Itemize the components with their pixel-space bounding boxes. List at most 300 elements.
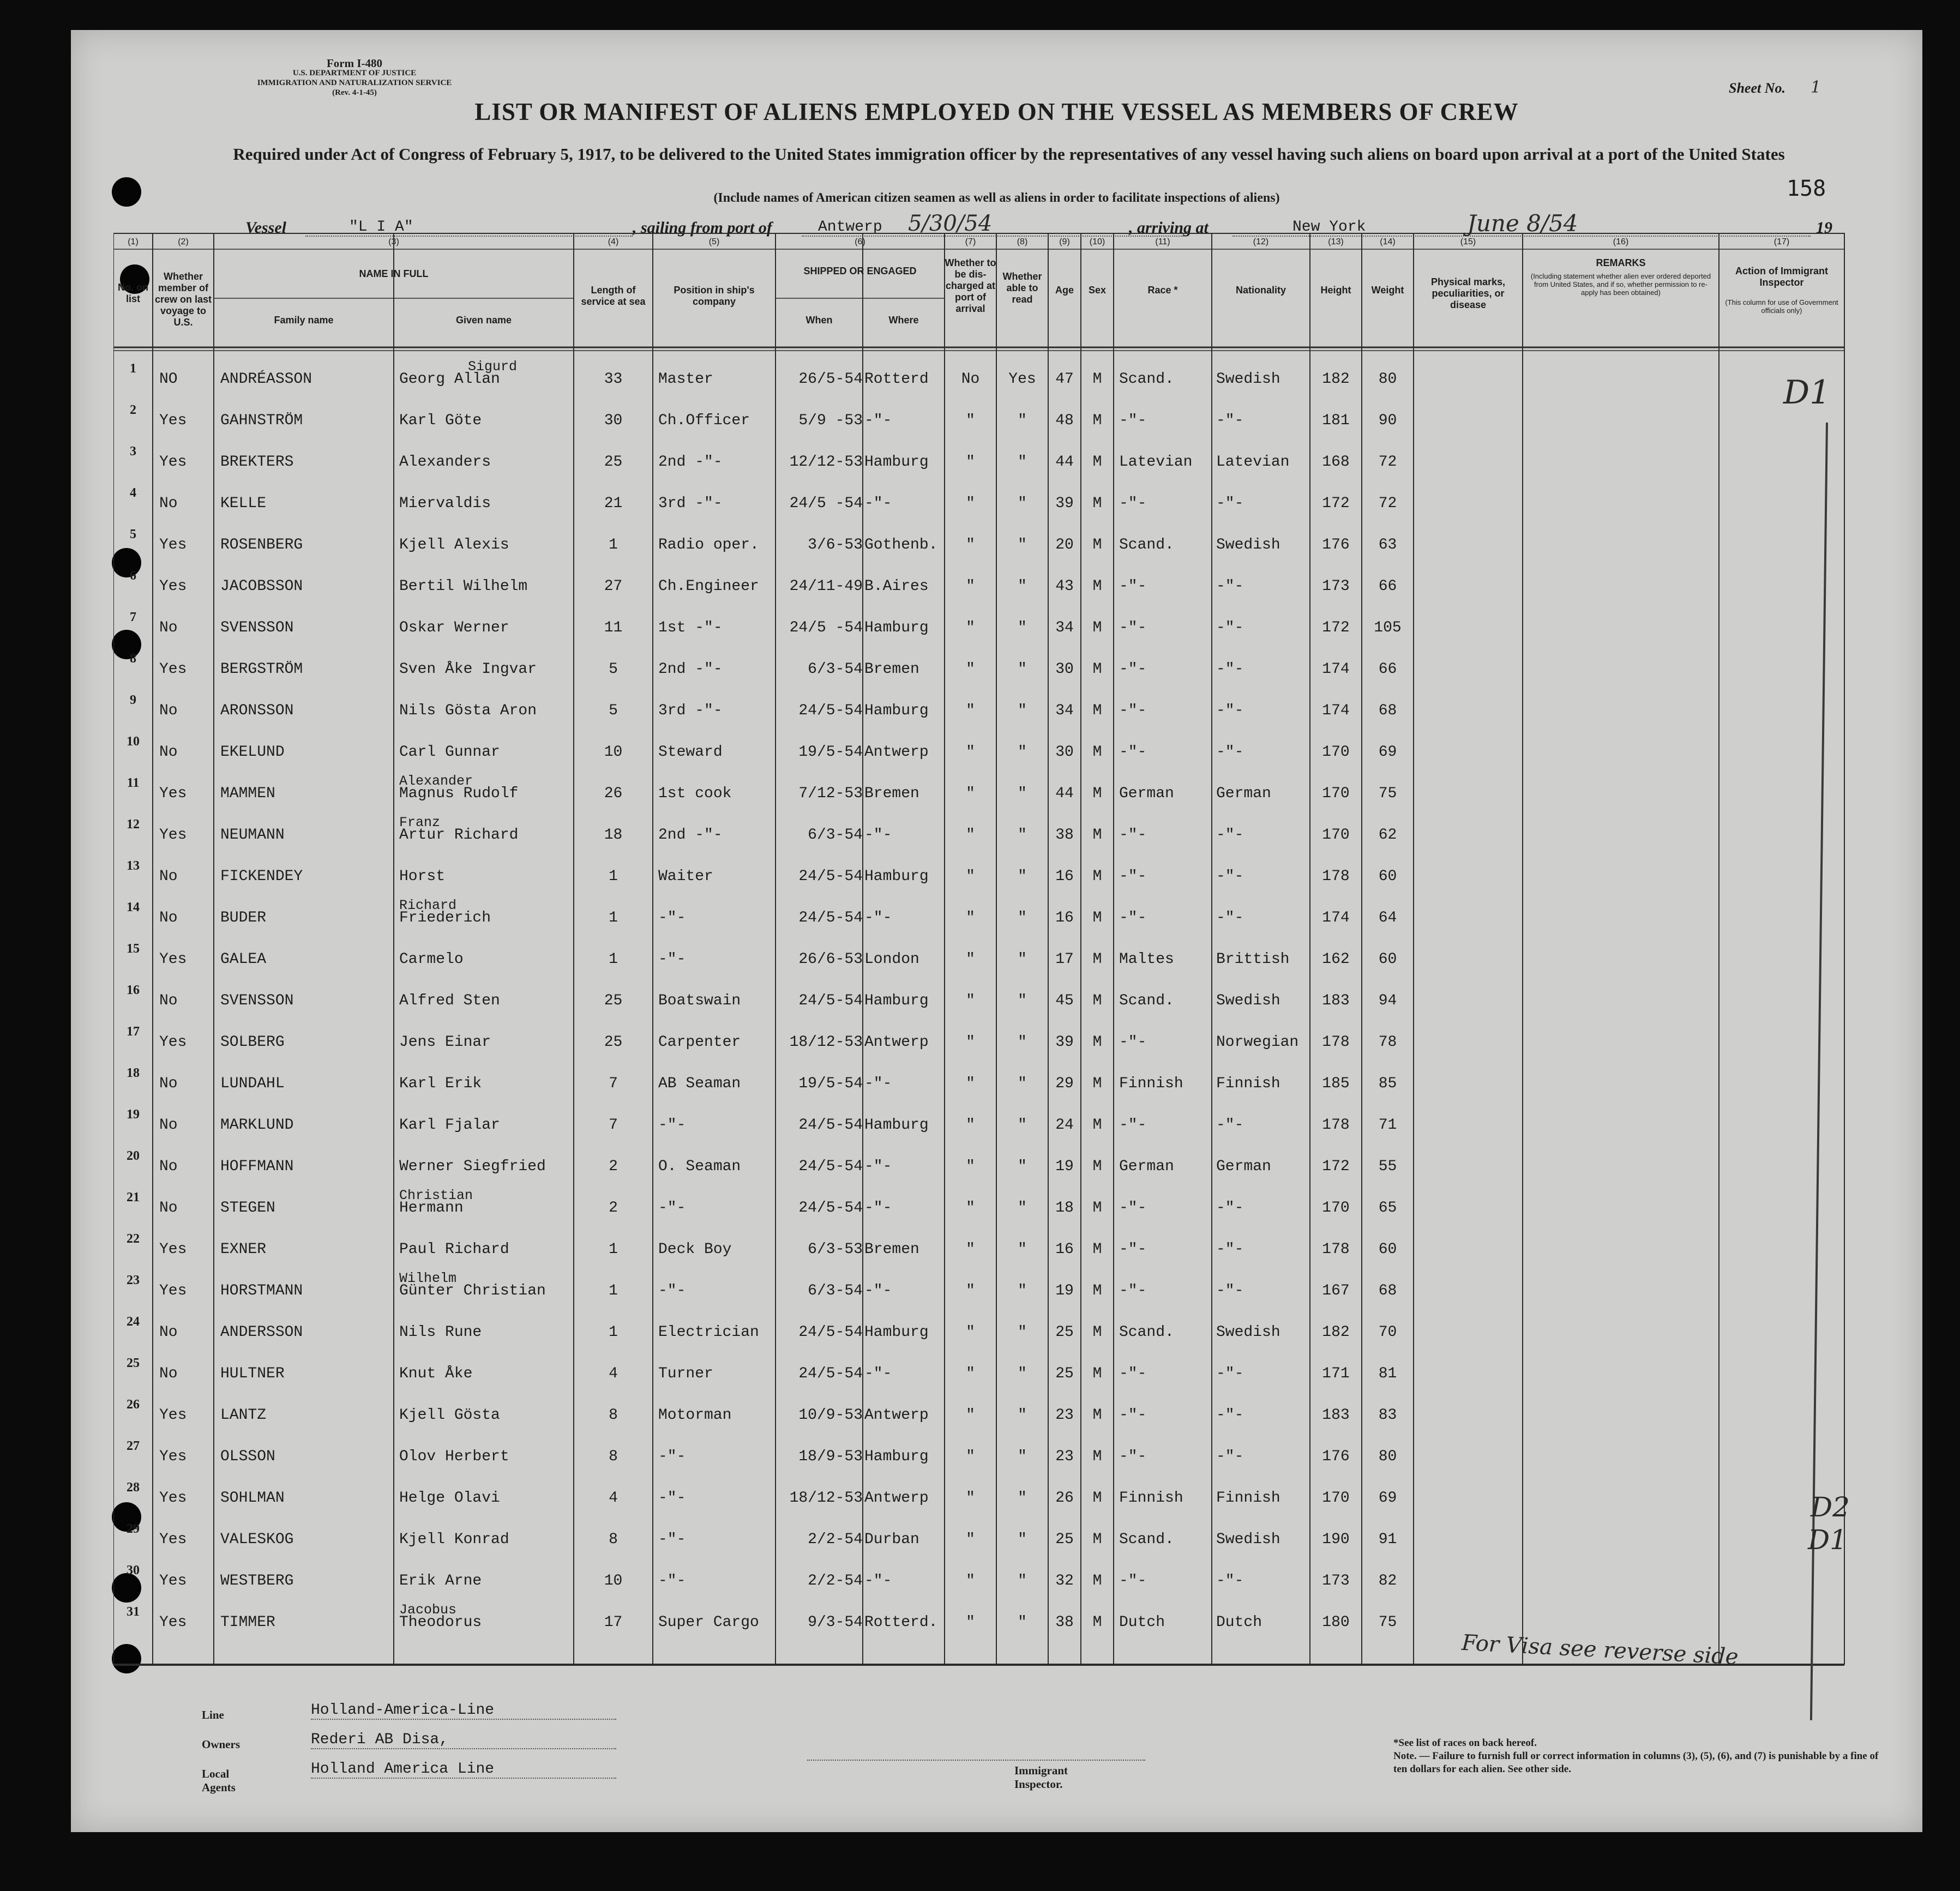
cell-height: 183 <box>1322 1407 1350 1424</box>
cell-given-name: Helge Olavi <box>399 1490 500 1507</box>
column-number: (16) <box>1613 237 1629 246</box>
sheet-number: 1 <box>1811 78 1821 97</box>
row-number: 6 <box>130 569 136 583</box>
table-row <box>113 1480 1844 1524</box>
cell-nationality: -"- <box>1216 1200 1244 1216</box>
cell-discharged: " <box>966 1407 975 1424</box>
cell-height: 168 <box>1322 454 1350 471</box>
cell-when: 24/5-54 <box>798 1365 863 1382</box>
year-label: 19 <box>1816 219 1832 237</box>
cell-weight: 94 <box>1378 992 1397 1009</box>
cell-where: -"- <box>864 1282 892 1299</box>
cell-last-voyage: No <box>159 1117 178 1134</box>
row-number: 29 <box>127 1522 140 1536</box>
cell-weight: 60 <box>1378 868 1397 885</box>
cell-where: Bremen <box>864 661 919 678</box>
cell-height: 178 <box>1322 868 1350 885</box>
cell-weight: 80 <box>1378 371 1397 388</box>
cell-position: Carpenter <box>658 1034 741 1051</box>
row-number: 25 <box>127 1356 140 1370</box>
cell-position: 3rd -"- <box>658 702 723 719</box>
row-number: 22 <box>127 1232 140 1246</box>
cell-able-read: " <box>1018 1241 1027 1258</box>
cell-family-name: LUNDAHL <box>220 1075 285 1092</box>
cell-where: -"- <box>864 1573 892 1589</box>
table-row <box>113 1188 1844 1234</box>
cell-last-voyage: Yes <box>159 1034 187 1051</box>
cell-able-read: " <box>1018 702 1027 719</box>
row-number: 20 <box>127 1149 140 1163</box>
cell-given-name: Theodorus <box>399 1614 482 1631</box>
cell-able-read: " <box>1018 1117 1027 1134</box>
cell-height: 182 <box>1322 1324 1350 1341</box>
cell-weight: 69 <box>1378 744 1397 761</box>
cell-position: -"- <box>658 1448 686 1465</box>
table-row <box>113 488 1844 529</box>
cell-service: 25 <box>604 992 623 1009</box>
cell-nationality: Swedish <box>1216 1531 1280 1548</box>
cell-height: 178 <box>1322 1117 1350 1134</box>
cell-sex: M <box>1092 951 1102 968</box>
cell-family-name: ANDRÉASSON <box>220 371 312 388</box>
cell-position: -"- <box>658 910 686 926</box>
cell-nationality: -"- <box>1216 868 1244 885</box>
cell-given-name: Carmelo <box>399 951 464 968</box>
cell-position: -"- <box>658 951 686 968</box>
cell-where: Hamburg <box>864 1117 929 1134</box>
cell-family-name: JACOBSSON <box>220 578 303 595</box>
cell-able-read: " <box>1018 1075 1027 1092</box>
cell-age: 44 <box>1055 785 1074 802</box>
cell-service: 2 <box>609 1200 618 1216</box>
cell-nationality: -"- <box>1216 1365 1244 1382</box>
cell-discharged: " <box>966 1200 975 1216</box>
cell-race: -"- <box>1119 1117 1147 1134</box>
cell-last-voyage: No <box>159 619 178 636</box>
cell-weight: 81 <box>1378 1365 1397 1382</box>
cell-age: 30 <box>1055 744 1074 761</box>
cell-where: -"- <box>864 827 892 844</box>
cell-where: Hamburg <box>864 992 929 1009</box>
cell-sex: M <box>1092 702 1102 719</box>
cell-age: 39 <box>1055 1034 1074 1051</box>
cell-service: 1 <box>609 868 618 885</box>
cell-height: 176 <box>1322 537 1350 553</box>
cell-family-name: KELLE <box>220 495 267 512</box>
cell-given-name: Alfred Sten <box>399 992 500 1009</box>
cell-height: 167 <box>1322 1282 1350 1299</box>
column-number: (2) <box>178 237 189 246</box>
cell-able-read: " <box>1018 1282 1027 1299</box>
cell-where: Hamburg <box>864 1324 929 1341</box>
cell-height: 182 <box>1322 371 1350 388</box>
vessel-name: "L I A" <box>305 219 633 237</box>
row-number: 3 <box>130 444 136 459</box>
cell-last-voyage: Yes <box>159 1241 187 1258</box>
header-name-in-full: NAME IN FULL <box>359 268 429 279</box>
cell-nationality: Norwegian <box>1216 1034 1299 1051</box>
form-dept: U.S. DEPARTMENT OF JUSTICE <box>292 69 417 77</box>
cell-sex: M <box>1092 1282 1102 1299</box>
cell-weight: 62 <box>1378 827 1397 844</box>
cell-when: 24/5-54 <box>798 702 863 719</box>
header-sex: Sex <box>1088 285 1107 296</box>
row-number: 11 <box>127 776 140 790</box>
cell-age: 30 <box>1055 661 1074 678</box>
table-row <box>113 359 1844 405</box>
cell-family-name: BREKTERS <box>220 454 294 471</box>
cell-weight: 75 <box>1378 785 1397 802</box>
table-row <box>113 571 1844 612</box>
cell-discharged: " <box>966 1117 975 1134</box>
row-number: 9 <box>130 693 136 707</box>
cell-family-name: OLSSON <box>220 1448 275 1465</box>
cell-service: 1 <box>609 1324 618 1341</box>
cell-able-read: " <box>1018 661 1027 678</box>
header-nationality: Nationality <box>1235 285 1286 296</box>
header-action-note: (This column for use of Government officials only) <box>1725 298 1838 315</box>
cell-height: 174 <box>1322 661 1350 678</box>
cell-where: London <box>864 951 919 968</box>
cell-race: Scand. <box>1119 537 1174 553</box>
cell-last-voyage: NO <box>159 371 178 388</box>
table-row <box>113 1270 1844 1317</box>
cell-race: -"- <box>1119 1034 1147 1051</box>
cell-discharged: " <box>966 702 975 719</box>
cell-race: -"- <box>1119 1282 1147 1299</box>
owners-label: Owners <box>202 1738 240 1751</box>
cell-race: -"- <box>1119 1200 1147 1216</box>
cell-sex: M <box>1092 1158 1102 1175</box>
row-number: 21 <box>127 1190 140 1205</box>
table-row <box>113 695 1844 737</box>
cell-sex: M <box>1092 1117 1102 1134</box>
cell-family-name: BERGSTRÖM <box>220 661 303 678</box>
cell-given-name: Kjell Alexis <box>399 537 509 553</box>
cell-nationality: Swedish <box>1216 1324 1280 1341</box>
table-row <box>113 985 1844 1027</box>
cell-last-voyage: No <box>159 1200 178 1216</box>
cell-discharged: " <box>966 1075 975 1092</box>
cell-service: 10 <box>604 744 623 761</box>
cell-position: 2nd -"- <box>658 661 723 678</box>
header-no-on-list: No. on list <box>118 282 148 304</box>
cell-age: 34 <box>1055 619 1074 636</box>
cell-when: 26/6-53 <box>798 951 863 968</box>
header-discharged: Whether to be dis-charged at port of arrival <box>945 257 996 314</box>
cell-height: 185 <box>1322 1075 1350 1092</box>
cell-discharged: " <box>966 868 975 885</box>
cell-sex: M <box>1092 785 1102 802</box>
column-number: (13) <box>1328 237 1344 246</box>
cell-nationality: -"- <box>1216 1407 1244 1424</box>
cell-age: 25 <box>1055 1365 1074 1382</box>
cell-sex: M <box>1092 868 1102 885</box>
cell-when: 18/12-53 <box>789 1490 863 1507</box>
cell-nationality: -"- <box>1216 619 1244 636</box>
cell-height: 181 <box>1322 412 1350 429</box>
column-number: (5) <box>708 237 720 246</box>
cell-family-name: EXNER <box>220 1241 267 1258</box>
crew-table <box>113 233 1902 1678</box>
cell-weight: 60 <box>1378 1241 1397 1258</box>
cell-discharged: " <box>966 951 975 968</box>
table-row <box>113 612 1844 654</box>
cell-position: 3rd -"- <box>658 495 723 512</box>
cell-weight: 71 <box>1378 1117 1397 1134</box>
cell-given-name-first: Wilhelm <box>399 1270 457 1286</box>
form-number: Form I-480 <box>326 57 383 70</box>
table-row <box>113 815 1844 861</box>
cell-height: 170 <box>1322 744 1350 761</box>
cell-weight: 85 <box>1378 1075 1397 1092</box>
cell-race: -"- <box>1119 412 1147 429</box>
cell-sex: M <box>1092 1490 1102 1507</box>
cell-when: 2/2-54 <box>808 1573 863 1589</box>
cell-sex: M <box>1092 495 1102 512</box>
include-note: (Include names of American citizen seamen as well as aliens in order to facilitate inspections of aliens) <box>713 191 1280 205</box>
cell-when: 10/9-53 <box>798 1407 863 1424</box>
cell-family-name: ARONSSON <box>220 702 294 719</box>
cell-race: Scand. <box>1119 1531 1174 1548</box>
cell-when: 5/9 -53 <box>798 412 863 429</box>
cell-discharged: " <box>966 1365 975 1382</box>
cell-height: 174 <box>1322 702 1350 719</box>
cell-family-name: WESTBERG <box>220 1573 294 1589</box>
cell-height: 176 <box>1322 1448 1350 1465</box>
column-number: (3) <box>388 237 399 246</box>
cell-age: 17 <box>1055 951 1074 968</box>
cell-sex: M <box>1092 1448 1102 1465</box>
cell-position: Super Cargo <box>658 1614 759 1631</box>
inspector-label: Immigrant Inspector. <box>1014 1764 1068 1791</box>
cell-height: 172 <box>1322 1158 1350 1175</box>
cell-last-voyage: Yes <box>159 412 187 429</box>
cell-discharged: " <box>966 1324 975 1341</box>
row-number: 7 <box>130 610 136 624</box>
table-row <box>113 529 1844 571</box>
cell-weight: 72 <box>1378 495 1397 512</box>
cell-discharged: " <box>966 412 975 429</box>
cell-family-name: NEUMANN <box>220 827 285 844</box>
cell-position: -"- <box>658 1490 686 1507</box>
cell-family-name: STEGEN <box>220 1200 275 1216</box>
cell-where: Hamburg <box>864 702 929 719</box>
cell-race: Scand. <box>1119 992 1174 1009</box>
row-number: 17 <box>127 1025 140 1039</box>
cell-given-name: Nils Gösta Aron <box>399 702 537 719</box>
cell-race: -"- <box>1119 868 1147 885</box>
column-number: (15) <box>1460 237 1476 246</box>
cell-service: 4 <box>609 1365 618 1382</box>
cell-discharged: " <box>966 661 975 678</box>
cell-service: 8 <box>609 1448 618 1465</box>
cell-when: 6/3-53 <box>808 1241 863 1258</box>
cell-given-name: Horst <box>399 868 446 885</box>
table-row <box>113 1234 1844 1275</box>
row-number: 13 <box>127 859 140 873</box>
column-number: (1) <box>128 237 139 246</box>
cell-family-name: MAMMEN <box>220 785 275 802</box>
row-number: 19 <box>127 1107 140 1122</box>
cell-age: 19 <box>1055 1282 1074 1299</box>
cell-sex: M <box>1092 1573 1102 1589</box>
cell-where: Durban <box>864 1531 919 1548</box>
date-to: June 8/54 <box>1467 210 1578 237</box>
cell-given-name: Karl Fjalar <box>399 1117 500 1134</box>
cell-last-voyage: Yes <box>159 537 187 553</box>
cell-when: 24/5-54 <box>798 1117 863 1134</box>
cell-weight: 90 <box>1378 412 1397 429</box>
table-row <box>113 734 1844 778</box>
cell-position: Ch.Officer <box>658 412 750 429</box>
cell-able-read: " <box>1018 868 1027 885</box>
cell-when: 6/3-54 <box>808 1282 863 1299</box>
cell-race: Finnish <box>1119 1075 1183 1092</box>
cell-position: 2nd -"- <box>658 454 723 471</box>
cell-given-name-first: Jacobus <box>399 1602 457 1618</box>
cell-when: 24/5-54 <box>798 1158 863 1175</box>
cell-when: 24/5-54 <box>798 1324 863 1341</box>
cell-discharged: " <box>966 454 975 471</box>
cell-race: German <box>1119 1158 1174 1175</box>
note-label: Note. <box>1393 1750 1417 1762</box>
table-row <box>113 1400 1844 1441</box>
header-position: Position in ship's company <box>674 285 755 307</box>
column-number: (4) <box>608 237 619 246</box>
cell-family-name: TIMMER <box>220 1614 275 1631</box>
cell-when: 24/5-54 <box>798 868 863 885</box>
cell-nationality: Dutch <box>1216 1614 1262 1631</box>
cell-position: Radio oper. <box>658 537 759 553</box>
cell-when: 6/3-54 <box>808 827 863 844</box>
cell-where: -"- <box>864 1075 892 1092</box>
cell-position: 2nd -"- <box>658 827 723 844</box>
cell-position: Electrician <box>658 1324 759 1341</box>
row-number: 1 <box>130 362 136 376</box>
header-length-service: Length of service at sea <box>581 285 646 307</box>
cell-discharged: " <box>966 1241 975 1258</box>
table-row <box>113 405 1844 447</box>
header-age: Age <box>1055 285 1074 296</box>
cell-given-name: Alexanders <box>399 454 491 471</box>
cell-discharged: " <box>966 744 975 761</box>
row-number: 10 <box>127 734 140 749</box>
cell-given-name: Nils Rune <box>399 1324 482 1341</box>
row-number: 15 <box>127 942 140 956</box>
row-number: 16 <box>127 983 140 997</box>
cell-sex: M <box>1092 827 1102 844</box>
cell-last-voyage: Yes <box>159 1614 187 1631</box>
cell-height: 183 <box>1322 992 1350 1009</box>
cell-service: 25 <box>604 454 623 471</box>
cell-age: 32 <box>1055 1573 1074 1589</box>
port-from: Antwerp <box>802 219 1183 237</box>
cell-service: 30 <box>604 412 623 429</box>
cell-sex: M <box>1092 1365 1102 1382</box>
cell-race: Dutch <box>1119 1614 1165 1631</box>
cell-nationality: -"- <box>1216 744 1244 761</box>
cell-given-name: Magnus Rudolf <box>399 785 519 802</box>
cell-service: 1 <box>609 951 618 968</box>
cell-weight: 82 <box>1378 1573 1397 1589</box>
row-number: 27 <box>127 1439 140 1453</box>
cell-position: Turner <box>658 1365 713 1382</box>
cell-able-read: " <box>1018 1407 1027 1424</box>
header-when: When <box>805 315 833 326</box>
cell-position: -"- <box>658 1531 686 1548</box>
stamp-number: 158 <box>1787 176 1826 201</box>
cell-when: 6/3-54 <box>808 661 863 678</box>
inspector-mark-d1-bottom: D1 <box>1808 1524 1847 1556</box>
cell-where: Gothenb. <box>864 537 938 553</box>
cell-discharged: " <box>966 827 975 844</box>
cell-age: 38 <box>1055 1614 1074 1631</box>
cell-weight: 70 <box>1378 1324 1397 1341</box>
cell-family-name: GALEA <box>220 951 267 968</box>
cell-able-read: " <box>1018 910 1027 926</box>
cell-position: -"- <box>658 1200 686 1216</box>
cell-family-name: HULTNER <box>220 1365 285 1382</box>
cell-where: Rotterd. <box>864 1614 938 1631</box>
cell-age: 25 <box>1055 1324 1074 1341</box>
header-physical-marks: Physical marks, peculiarities, or disease <box>1430 276 1506 310</box>
cell-nationality: -"- <box>1216 1241 1244 1258</box>
cell-able-read: " <box>1018 1614 1027 1631</box>
cell-service: 1 <box>609 1282 618 1299</box>
cell-age: 16 <box>1055 910 1074 926</box>
cell-where: -"- <box>864 412 892 429</box>
table-row <box>113 861 1844 902</box>
cell-height: 162 <box>1322 951 1350 968</box>
column-number: (6) <box>855 237 865 246</box>
cell-height: 170 <box>1322 1200 1350 1216</box>
cell-service: 17 <box>604 1614 623 1631</box>
cell-able-read: " <box>1018 454 1027 471</box>
cell-height: 170 <box>1322 1490 1350 1507</box>
date-from: 5/30/54 <box>908 211 993 236</box>
cell-position: Steward <box>658 744 723 761</box>
cell-position: Motorman <box>658 1407 732 1424</box>
cell-given-name: Karl Göte <box>399 412 482 429</box>
cell-where: Antwerp <box>864 1034 929 1051</box>
table-row <box>113 1565 1844 1607</box>
row-number: 12 <box>127 817 140 832</box>
cell-height: 171 <box>1322 1365 1350 1382</box>
line-label: Line <box>202 1708 224 1721</box>
cell-where: Bremen <box>864 785 919 802</box>
header-weight: Weight <box>1371 285 1404 296</box>
cell-race: -"- <box>1119 1241 1147 1258</box>
cell-able-read: " <box>1018 951 1027 968</box>
column-number: (8) <box>1017 237 1028 246</box>
cell-when: 7/12-53 <box>798 785 863 802</box>
row-number: 18 <box>127 1066 140 1080</box>
cell-weight: 78 <box>1378 1034 1397 1051</box>
cell-last-voyage: Yes <box>159 1531 187 1548</box>
cell-sex: M <box>1092 371 1102 388</box>
cell-age: 44 <box>1055 454 1074 471</box>
table-row <box>113 1317 1844 1358</box>
table-row <box>113 1151 1844 1193</box>
cell-family-name: HOFFMANN <box>220 1158 294 1175</box>
cell-height: 173 <box>1322 1573 1350 1589</box>
cell-race: German <box>1119 785 1174 802</box>
cell-able-read: " <box>1018 744 1027 761</box>
cell-able-read: Yes <box>1008 371 1036 388</box>
cell-last-voyage: No <box>159 1075 178 1092</box>
page-title: LIST OR MANIFEST OF ALIENS EMPLOYED ON THE VESSEL AS MEMBERS OF CREW <box>474 98 1519 125</box>
